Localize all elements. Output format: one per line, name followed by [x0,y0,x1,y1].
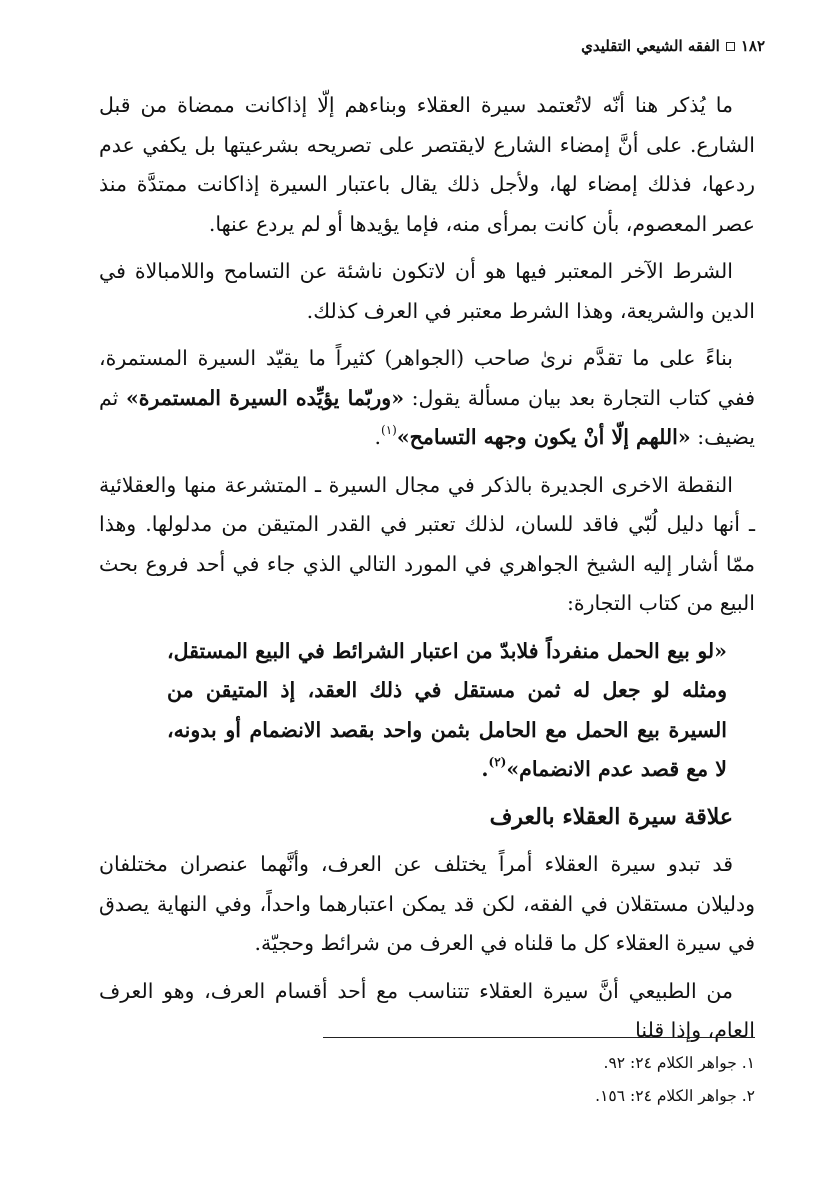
paragraph-2: الشرط الآخر المعتبر فيها هو أن لاتكون ناشئة عن التسامح واللامبالاة في الدين والشريعة، وهذا الشرط معتبر في العرف كذلك. [99,259,755,323]
paragraph-3-intro: بناءً على ما تقدَّم نرىٰ صاحب (الجواهر) كثيراً ما يقيّد السيرة المستمرة، ففي كتاب التجارة بعد بيان مسألة يقول: [99,346,756,410]
footnote-marker-2: (٢) [488,755,507,770]
main-text [99,86,755,1059]
footnote-divider [323,1037,755,1038]
footnote-marker-1: (١) [381,423,397,438]
paragraph-5: قد تبدو سيرة العقلاء أمراً يختلف عن العرف، وأنَّهما عنصران مختلفان ودليلان مستقلان في الفقه، لكن قد يمكن اعتبارهما واحداً، وفي النهاية يصدق في سيرة العقلاء كل ما قلناه في العرف من شرائط وحجيّة. [99,852,755,955]
paragraph-3 [99,339,755,458]
block-quote-text: «لو بيع الحمل منفرداً فلابدّ من اعتبار الشرائط في البيع المستقل، ومثله لو جعل له ثمن مستقل في ذلك العقد، إذ المتيقن من السيرة بيع الحمل مع الحامل بثمن واحد بقصد الانضمام أو بدونه، لا مع قصد عدم الانضمام» [167,638,727,781]
footnote-1: ١. جواهر الكلام ٢٤: ٩٢. [603,1054,755,1072]
footnotes [99,1047,755,1113]
paragraph-3-end: . [374,425,382,449]
footnote-2: ٢. جواهر الكلام ٢٤: ١٥٦. [595,1087,755,1105]
block-quote [77,632,727,790]
running-header [62,34,765,58]
section-heading: علاقة سيرة العقلاء بالعرف [489,803,733,830]
paragraph-3-middle: ثم يضيف: [99,385,755,449]
paragraph-6: من الطبيعي أنَّ سيرة العقلاء تتناسب مع أحد أقسام العرف، وهو العرف العام، وإذا قلنا [99,978,755,1042]
page-number: ١٨٢ [740,37,765,55]
jawahir-quote-2: «اللهم إلّا أنْ يكون وجهه التسامح» [396,425,691,449]
paragraph-1: ما يُذكر هنا أنّه لاتُعتمد سيرة العقلاء وبناءهم إلّا إذاكانت ممضاة من قبل الشارع. على أنَّ إمضاء الشارع لايقتصر على تصريحه بشرعيتها بل يكفي عدم ردعها، فذلك إمضاء لها، ولأجل ذلك يقال باعتبار السيرة إذاكانت ممتدَّة منذ عصر المعصوم، بأن كانت بمرأى منه، فإما يؤيدها أو لم يردع عنها. [99,93,755,236]
running-title: الفقه الشيعي التقليدي [581,37,720,55]
square-ornament-icon [726,42,735,51]
paragraph-4: النقطة الاخرى الجديرة بالذكر في مجال السيرة ـ المتشرعة منها والعقلائية ـ أنها دليل لُبّي فاقد للسان، لذلك تعتبر في القدر المتيقن من مدلولها. وهذا ممّا أشار إليه الشيخ الجواهري في المورد التالي الذي جاء في أحد فروع بحث البيع من كتاب التجارة: [99,472,755,615]
jawahir-quote-1: «وربّما يؤيِّده السيرة المستمرة» [125,385,405,410]
block-quote-end: . [481,757,489,781]
